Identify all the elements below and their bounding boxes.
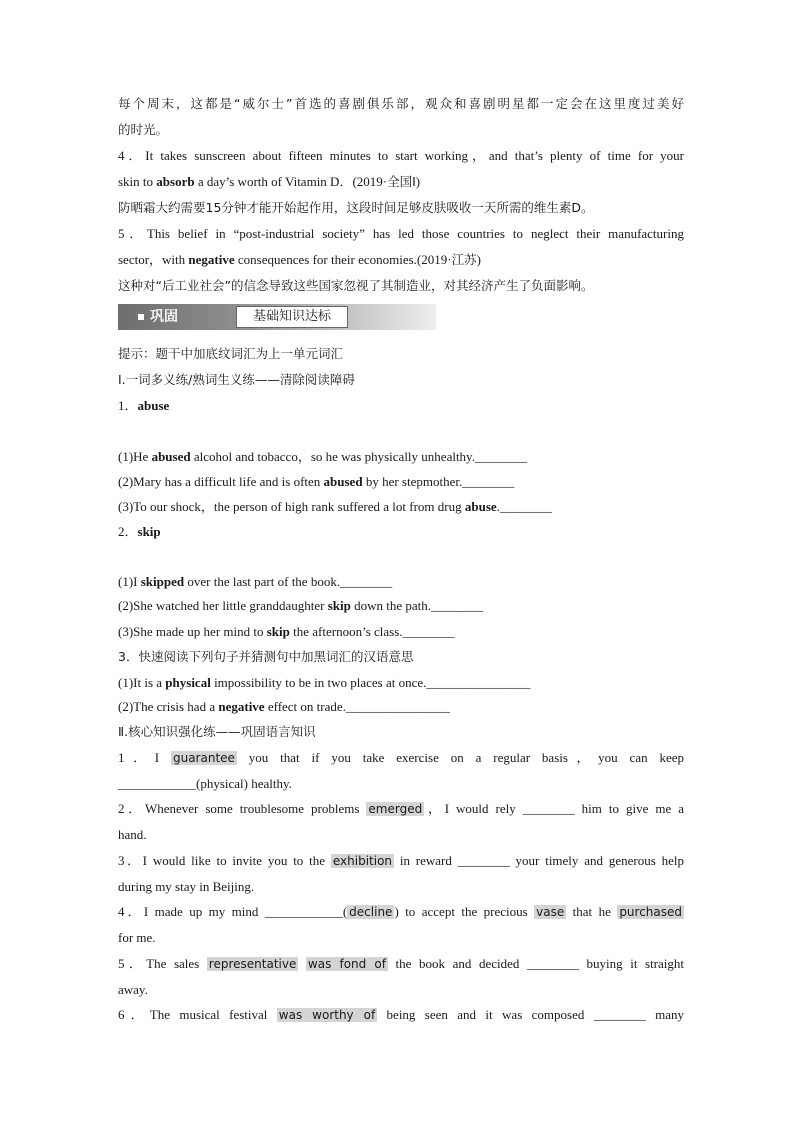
q3-item-2: (2)The crisis had a negative effect on trade.________________ bbox=[118, 699, 450, 714]
exercise-2: 2．Whenever some troublesome problems emerged ，I would rely ________ him to give me a bbox=[118, 801, 684, 816]
exercise-5-cont: away. bbox=[118, 982, 148, 997]
exercise-1-cont: ____________(physical) healthy. bbox=[118, 776, 292, 791]
exercise-3-cont: during my stay in Beijing. bbox=[118, 879, 255, 894]
exercise-3: 3．I would like to invite you to the exhibition in reward ________ your timely and generous help bbox=[118, 853, 684, 868]
translation-line: 这种对“后工业社会”的信念导致这些国家忽视了其制造业，对其经济产生了负面影响。 bbox=[118, 278, 594, 293]
exercise-4-cont: for me. bbox=[118, 930, 156, 945]
exercise-5: 5．The sales representative was fond of the book and decided ________ buying it straight bbox=[118, 956, 685, 971]
example-sentence-5-cont: sector，with negative consequences for their economies.(2019·江苏) bbox=[118, 252, 481, 267]
translation-line: 的时光。 bbox=[118, 122, 169, 137]
tip-text: 提示：题干中加底纹词汇为上一单元词汇 bbox=[118, 346, 344, 361]
abuse-item-1: (1)He abused alcohol and tobacco，so he was physically unhealthy.________ bbox=[118, 449, 527, 464]
example-sentence-5: 5．This belief in “post-industrial society” has led those countries to neglect their manufacturing bbox=[118, 226, 684, 241]
bold-word: negative bbox=[188, 252, 235, 267]
example-sentence-4: 4．It takes sunscreen about fifteen minutes to start working，and that’s plenty of time for your bbox=[118, 148, 684, 163]
exercise-2-cont: hand. bbox=[118, 827, 147, 842]
translation-line: 防晒霜大约需要15分钟才能开始起作用，这段时间足够皮肤吸收一天所需的维生素D。 bbox=[118, 200, 594, 215]
section-heading: Ⅱ.核心知识强化练——巩固语言知识 bbox=[118, 724, 316, 739]
exercise-4: 4．I made up my mind ____________( decline ) to accept the precious vase that he purchased bbox=[118, 904, 683, 919]
exercise-6: 6．The musical festival was worthy of being seen and it was composed ________ many bbox=[118, 1007, 684, 1022]
bold-word: absorb bbox=[156, 174, 195, 189]
translation-line: 每个周末，这都是“威尔士”首选的喜剧俱乐部，观众和喜剧明星都一定会在这里度过美好 bbox=[118, 96, 684, 111]
abuse-item-3: (3)To our shock，the person of high rank suffered a lot from drug abuse.________ bbox=[118, 499, 552, 514]
skip-item-1: (1)I skipped over the last part of the book.________ bbox=[118, 574, 393, 589]
q3-item-1: (1)It is a physical impossibility to be in two places at once.________________ bbox=[118, 675, 531, 690]
banner-label: 基础知识达标 bbox=[236, 306, 348, 328]
q3-title: 3．快速阅读下列句子并猜测句中加黑词汇的汉语意思 bbox=[118, 649, 414, 664]
section-banner bbox=[118, 304, 436, 330]
skip-item-3: (3)She made up her mind to skip the afternoon’s class.________ bbox=[118, 624, 455, 639]
skip-item-2: (2)She watched her little granddaughter skip down the path.________ bbox=[118, 598, 484, 613]
banner-tag: 巩固 bbox=[150, 309, 178, 325]
word-title-skip: 2．skip bbox=[118, 524, 161, 539]
word-title-abuse: 1．abuse bbox=[118, 398, 170, 413]
exercise-1: 1．I guarantee you that if you take exercise on a regular basis，you can keep bbox=[118, 750, 684, 765]
example-sentence-4-cont: skin to absorb a day’s worth of Vitamin D．(2019·全国Ⅰ) bbox=[118, 174, 421, 189]
abuse-item-2: (2)Mary has a difficult life and is often abused by her stepmother.________ bbox=[118, 474, 515, 489]
section-heading: Ⅰ.一词多义练/熟词生义练——清除阅读障碍 bbox=[118, 372, 355, 387]
